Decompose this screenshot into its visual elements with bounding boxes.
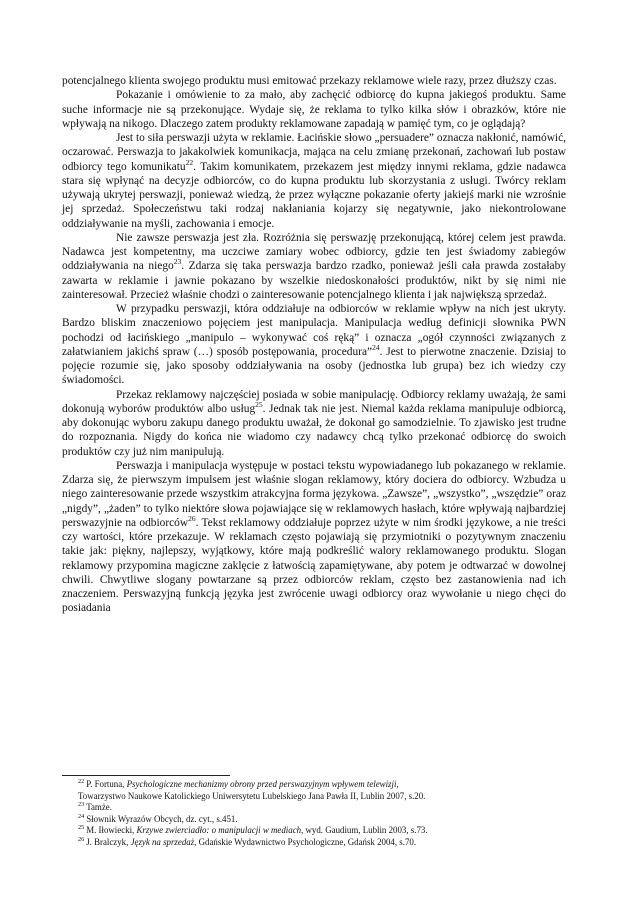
paragraph-6-text-b: . Jednak tak nie jest. Niemal każda reklama manipuluje odbiorcą, aby dokonując wyboru zakupu danego produktu uważał, że dokonał go samodzielnie. To zjawisko jest trudne do rozpoznania. Nigdy do końca nie wiadomo czy nadawcy chcą tylko przekonać odbiorcę do swoich produktów czy już nim manipulują. [62,402,566,458]
paragraph-7-text-a: Perswazja i manipulacja występuje w postaci tekstu wypowiadanego lub pokazanego w reklamie. Zdarza się, że pierwszym impulsem jest właśnie slogan reklamowy, który dociera do odbiorcy. Wzbudza u niego zainteresowanie przede wszystkim atrakcyjna forma językowa. „Zawsze”, „wszystko”, „wszędzie” oraz „nigdy”, „żaden” to tylko niektóre słowa pojawiające się w reklamowych hasłach, które wpływają najbardziej perswazyjnie na odbiorców [62,459,566,529]
paragraph-4 [62,231,566,302]
paragraph-4-text-b: . Zdarza się taka perswazja bardzo rzadko, ponieważ jeśli cała prawda zostałaby zawarta w reklamie i jawnie pokazano by wszelkie niedoskonałości produktów, nikt by się nimi nie zainteresował. Przecież właśnie chodzi o zainteresowanie potencjalnego klienta i jak największą sprzedaż. [62,260,566,301]
footnote-26 [62,837,566,849]
paragraph-5 [62,302,566,388]
main-text [62,74,566,616]
footnote-number: 23 [78,801,85,809]
footnote-text: Towarzystwo Naukowe Katolickiego Uniwersytetu Lubelskiego Jana Pawła II, Lublin 2007, s.20. [78,790,426,801]
paragraph-5-text-a: W przypadku perswazji, która oddziałuje na odbiorców w reklamie wpływ na nich jest ukryty. Bardzo bliskim znaczeniowo pojęciem jest manipulacja. Manipulacja według definicji słownika PWN pochodzi od łacińskiego „manipulo – wykonywać coś ręką” i oznacza „ogół czynności związanych z załatwianiem jakichś spraw (…) sposób postępowania, procedura” [62,303,566,358]
footnote-number: 25 [78,824,85,832]
paragraph-3 [62,131,566,231]
footnote-text: P. Fortuna, [86,779,127,789]
footnote-22 [62,779,566,802]
paragraph-3-text-b: . Takim komunikatem, przekazem jest między innymi reklama, gdzie nadawca stara się wpłynąć na decyzje odbiorców, co do kupna produktu lub skorzystania z usługi. Twórcy reklam używają ukrytej perswazji, ponieważ wiedzą, że przez wyłączne pokazanie oferty jakiejś marki nie wzrośnie jej sprzedaż. Społeczeństwu taki rodzaj nakłaniania kojarzy się negatywnie, jako niekontrolowane oddziaływanie na myśli, zachowania i emocje. [62,160,567,230]
footnote-25 [62,825,566,837]
footnote-ref-23: 23 [173,257,182,267]
footnote-separator [62,775,230,776]
footnote-text: , Gdańskie Wydawnictwo Psychologiczne, Gdańsk 2004, s.70. [194,836,417,847]
footnote-ref-26: 26 [188,513,196,523]
footnote-title: Język na sprzedaż [130,836,195,847]
footnote-text: , [396,779,399,789]
footnote-number: 22 [78,778,85,786]
footnote-ref-22: 22 [185,157,194,167]
footnote-23 [62,802,566,814]
footnote-text: J. Bralczyk, [86,836,131,847]
footnote-text: Tamże. [86,802,112,813]
paragraph-7-text-b: . Tekst reklamowy oddziałuje poprzez użyte w nim środki językowe, a nie treści czy wartości, które przekazuje. W reklamach często pojawiają się przymiotniki o pozytywnym znaczeniu takie jak: piękny, najlepszy, wyjątkowy, które mają podkreślić walory reklamowanego produktu. Slogan reklamowy przypomina magiczne zaklęcie z łatwością zapamiętywane, aby potem je odtwarzać w dowolnej chwili. Chwytliwe slogany powtarzane są przez odbiorców reklam, często bez zastanowienia nad ich znaczeniem. Perswazyjną funkcją języka jest zwrócenie uwagi odbiorcy oraz wywołanie u niego chęci do posiadania [62,516,566,615]
footnote-text: M. Iłowiecki, [86,825,137,836]
footnote-ref-25: 25 [255,399,263,409]
footnote-24 [62,814,566,826]
footnote-title: Psychologiczne mechanizmy obrony przed perswazyjnym wpływem telewizji [126,779,397,789]
footnote-title: Krzywe zwierciadło: o manipulacji w mediach [136,825,302,836]
paragraph-2: Pokazanie i omówienie to za mało, aby zachęcić odbiorcę do kupna jakiegoś produktu. Same suche informacje nie są przekonujące. Wydaje się, że reklama to tylko kilka słów i obrazków, które nie wpływają na nikogo. Dlaczego zatem produkty reklamowane zapadają w pamięć tym, co je oglądają? [62,89,566,130]
footnotes [62,779,566,849]
paragraph-6 [62,388,566,459]
paragraph-7 [62,459,566,616]
paragraph-4-text-a: Nie zawsze perswazja jest zła. Rozróżnia się perswazję przekonującą, której celem jest prawda. Nadawca jest kompetentny, ma uczciwe zamiary wobec odbiorcy, gdzie ten jest świadomy zabiegów oddziaływania na niego [62,231,566,273]
footnote-ref-24: 24 [372,342,380,352]
footnote-number: 24 [78,812,85,820]
paragraph-5-text-b: . Jest to pierwotne znaczenie. Dzisiaj to pojęcie rozumie się, jako sposoby oddziaływania na osoby (jednostka lub grupa) bez ich wiedzy czy świadomości. [62,345,566,387]
paragraph-3-text-a: Jest to siła perswazji użyta w reklamie. Łacińskie słowo „persuadere” oznacza nakłonić, namówić, oczarować. Perswazja to jakakolwiek komunikacja, mająca na celu zmianę przekonań, zachowań lub postaw odbiorcy tego komunikatu [62,132,566,173]
footnote-number: 26 [78,836,85,843]
paragraph-6-text-a: Przekaz reklamowy najczęściej posiada w sobie manipulację. Odbiorcy reklamy uważają, że sami dokonują wyborów produktów albo usług [62,388,566,415]
footnote-text: Słownik Wyrazów Obcych, dz. cyt., s.451. [86,813,238,824]
footnote-text: , wyd. Gaudium, Lublin 2003, s.73. [301,825,428,836]
paragraph-1: potencjalnego klienta swojego produktu musi emitować przekazy reklamowe wiele razy, przez dłuższy czas. [62,75,557,87]
